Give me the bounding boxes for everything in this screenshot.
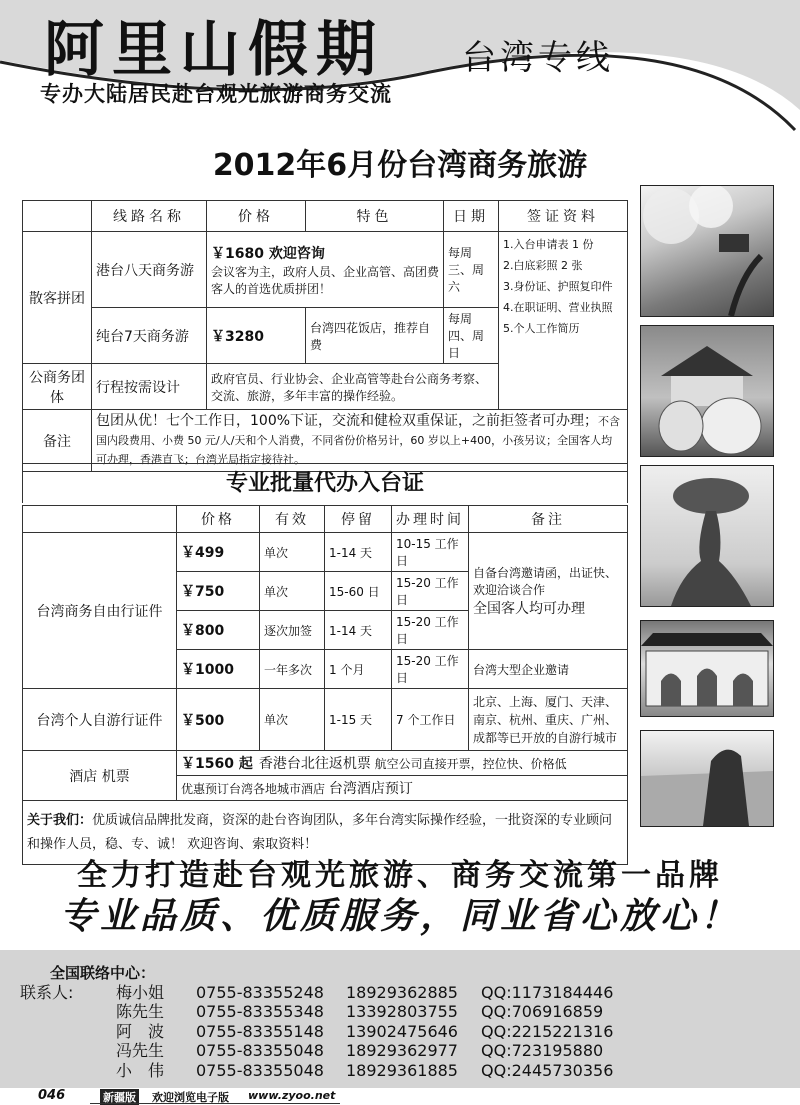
permit-validity: 一年多次	[260, 650, 325, 689]
contact-person-label: 联系人:	[20, 983, 74, 1002]
permit-price: ￥800	[177, 611, 260, 650]
permit-validity: 单次	[260, 533, 325, 572]
permit-price: ￥500	[177, 689, 260, 751]
contact-mobile: 18929362977	[346, 1041, 458, 1061]
col-visa: 签证资料	[499, 201, 628, 232]
contact-row	[20, 980, 614, 1002]
route-date: 每周三、周六	[444, 232, 499, 308]
permit-validity: 逐次加签	[260, 611, 325, 650]
contact-name: 冯先生	[116, 1041, 165, 1061]
contact-name: 陈先生	[116, 1002, 165, 1022]
personal-label: 台湾个人自游行证件	[23, 689, 177, 751]
edition-badge: 新疆版	[100, 1089, 139, 1105]
contact-name: 梅小姐	[116, 983, 165, 1002]
hotel-price: ￥1560 起	[181, 756, 253, 772]
col-note: 备注	[469, 506, 628, 533]
route-feature: 会议客为主，政府人员、企业高管、高团费客人的首选优质拼团！	[211, 264, 440, 296]
visa-item: 1.入台申请表 1 份	[503, 238, 594, 251]
table-row	[23, 689, 628, 751]
permit-stay: 1-14 天	[325, 611, 392, 650]
route-price: ￥1680 欢迎咨询	[211, 245, 325, 262]
permit-time: 7 个工作日	[392, 689, 469, 751]
col-route: 线路名称	[92, 201, 207, 232]
table-header-row	[23, 506, 628, 533]
footer-url[interactable]: www.zyoo.net	[248, 1089, 336, 1102]
contact-row	[20, 1058, 614, 1080]
route-date: 每周四、周日	[444, 308, 499, 364]
contact-mobile: 13902475646	[346, 1021, 458, 1041]
hotel-ticket-note: 航空公司直接开票，控位快、价格低	[374, 757, 567, 771]
col-feature: 特色	[306, 201, 444, 232]
hotel-line-small: 优惠预订台湾各地城市酒店	[181, 782, 326, 796]
group-label: 散客拼团	[23, 232, 92, 364]
contact-list	[20, 980, 614, 1080]
col-validity: 有效	[260, 506, 325, 533]
contact-name: 阿 波	[116, 1021, 165, 1041]
contact-row	[20, 1019, 614, 1041]
route-detail	[207, 232, 444, 308]
table-header-row	[23, 201, 628, 232]
contact-tel: 0755-83355048	[196, 1041, 324, 1061]
blank-header	[23, 201, 92, 232]
remark-lead: 包团从优！七个工作日，100%下证，交流和健检双重保证，之前拒签者可办理；	[96, 413, 599, 429]
service-slogan: 专业品质、优质服务，同业省心放心！	[59, 895, 740, 937]
contact-tel: 0755-83355248	[196, 983, 324, 1002]
sun-moon-lake-stone-photo	[640, 730, 774, 827]
about-text: 优质诚信品牌批发商，资深的赴台咨询团队，多年台湾实际操作经验，一批资深的专业顾问和操作人员，稳、专、诚！ 欢迎咨询、索取资料！	[27, 812, 613, 852]
official-label: 公商务团体	[23, 364, 92, 410]
contact-mobile: 18929362885	[346, 983, 458, 1002]
hotel-label: 酒店 机票	[23, 751, 177, 801]
permit-time: 15-20 工作日	[392, 572, 469, 611]
about-label: 关于我们：	[27, 812, 93, 828]
footer-rule	[90, 1103, 340, 1104]
memorial-gate-photo	[640, 620, 774, 717]
personal-note: 北京、上海、厦门、天津、南京、杭州、重庆、广州、成都等已开放的自游行城市	[469, 689, 628, 751]
contact-tel: 0755-83355348	[196, 1002, 324, 1022]
contact-mobile: 18929361885	[346, 1060, 458, 1080]
contact-center-label: 全国联络中心：	[50, 964, 156, 982]
visa-item: 2.白底彩照 2 张	[503, 259, 583, 272]
permit-price: ￥750	[177, 572, 260, 611]
permit-validity: 单次	[260, 689, 325, 751]
permit-stay: 1-15 天	[325, 689, 392, 751]
contact-qq: QQ:706916859	[481, 1002, 604, 1022]
hotel-ticket: 香港台北往返机票	[258, 756, 371, 772]
contact-mobile: 13392803755	[346, 1002, 458, 1022]
blank-header	[23, 506, 177, 533]
contact-row	[20, 999, 613, 1022]
line-tag: 台湾专线	[462, 38, 614, 78]
permit-table	[22, 505, 628, 865]
page-title: 2012年6月份台湾商务旅游	[212, 148, 588, 183]
contact-tel: 0755-83355148	[196, 1021, 324, 1041]
permit-time: 10-15 工作日	[392, 533, 469, 572]
header-slogan: 专办大陆居民赴台观光旅游商务交流	[40, 82, 392, 106]
tour-table	[22, 200, 628, 472]
remark-label: 备注	[23, 410, 92, 472]
route-feature: 台湾四花饭店，推荐自费	[306, 308, 444, 364]
permit-time: 15-20 工作日	[392, 650, 469, 689]
route-name: 港台八天商务游	[92, 232, 207, 308]
business-note-text: 自备台湾邀请函，出证快、欢迎洽谈合作	[473, 566, 618, 597]
contact-row	[20, 1038, 613, 1061]
visa-docs	[499, 232, 628, 410]
business-note	[469, 533, 628, 650]
visa-item: 3.身份证、护照复印件	[503, 280, 613, 293]
contact-qq: QQ:2215221316	[481, 1021, 614, 1041]
business-note-last: 台湾大型企业邀请	[469, 650, 628, 689]
business-label: 台湾商务自由行证件	[23, 533, 177, 689]
business-note-big: 全国客人均可办理	[473, 601, 585, 617]
memorial-lion-statue-photo	[640, 325, 774, 457]
col-stay: 停留	[325, 506, 392, 533]
col-time: 办理时间	[392, 506, 469, 533]
table-row	[23, 533, 628, 572]
cherry-blossom-train-photo	[640, 185, 774, 317]
page-number: 046	[38, 1088, 66, 1103]
queens-head-rock-photo	[640, 465, 774, 607]
permit-price: ￥499	[177, 533, 260, 572]
contact-qq: QQ:723195880	[481, 1041, 604, 1061]
official-desc: 政府官员、行业协会、企业高管等赴台公商务考察、交流、旅游，多年丰富的操作经验。	[207, 364, 499, 410]
visa-item: 5.个人工作简历	[503, 322, 580, 335]
brand-name: 阿里山假期	[44, 15, 384, 85]
contact-name: 小 伟	[116, 1060, 165, 1080]
table-row	[23, 751, 628, 776]
official-name: 行程按需设计	[92, 364, 207, 410]
remark-rest: 不含国内段费用、小费 50 元/人/天和个人消费，不同省份价格另计，60 岁以上+400，小孩另议；全国客人均可办理，香港直飞；台湾光局指定接待社。	[96, 415, 621, 466]
contact-tel: 0755-83355048	[196, 1060, 324, 1080]
hotel-line-big: 台湾酒店预订	[328, 781, 413, 797]
visa-item: 4.在职证明、营业执照	[503, 301, 613, 314]
permit-stay: 15-60 日	[325, 572, 392, 611]
permit-validity: 单次	[260, 572, 325, 611]
permit-stay: 1-14 天	[325, 533, 392, 572]
footer-text: 欢迎浏览电子版	[152, 1091, 229, 1104]
route-price: ￥3280	[207, 308, 306, 364]
hotel-booking-row	[177, 776, 628, 801]
permit-section-title: 专业批量代办入台证	[22, 463, 628, 503]
brand-slogan: 全力打造赴台观光旅游、商务交流第一品牌	[77, 858, 723, 893]
route-name: 纯台7天商务游	[92, 308, 207, 364]
table-row	[23, 232, 628, 308]
permit-price: ￥1000	[177, 650, 260, 689]
contact-qq: QQ:2445730356	[481, 1060, 614, 1080]
col-date: 日期	[444, 201, 499, 232]
footer-bar	[0, 1088, 800, 1105]
hotel-ticket-row	[177, 751, 628, 776]
contact-qq: QQ:1173184446	[481, 983, 614, 1002]
permit-time: 15-20 工作日	[392, 611, 469, 650]
permit-stay: 1 个月	[325, 650, 392, 689]
col-price: 价格	[177, 506, 260, 533]
col-price: 价格	[207, 201, 306, 232]
